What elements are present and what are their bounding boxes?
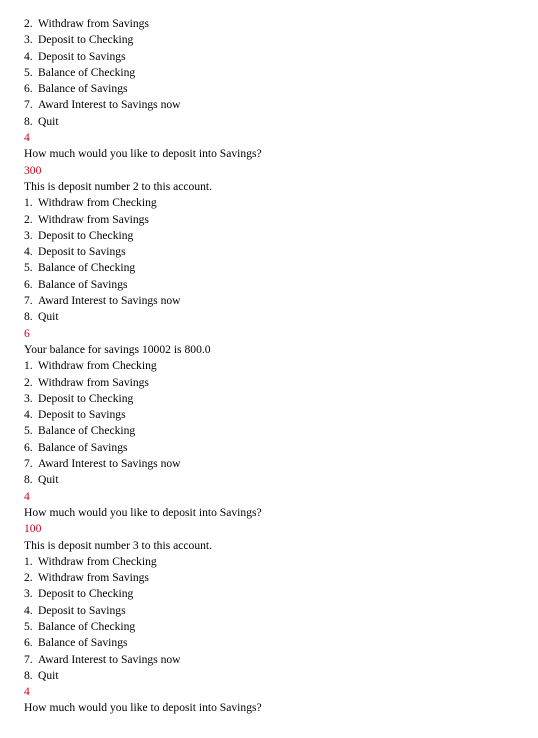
menu-option-label: Withdraw from Savings [38,375,149,389]
menu-option-number: 4. [24,245,33,259]
menu-option [24,228,524,244]
menu-option-label: Withdraw from Checking [38,196,157,210]
menu-option-label: Withdraw from Checking [38,359,157,373]
menu-option [24,277,524,293]
menu-option-number: 2. [24,212,33,226]
menu-option-number: 6. [24,636,33,650]
program-output: Your balance for savings 10002 is 800.0 [24,342,211,356]
menu-option-number: 5. [24,424,33,438]
menu-option-number: 3. [24,228,33,242]
menu-option-label: Quit [38,473,59,487]
menu-option-label: Balance of Savings [38,277,128,291]
menu-option-number: 6. [24,277,33,291]
menu-option-number: 4. [24,408,33,422]
menu-option-number: 4. [24,603,33,617]
menu-option-number: 1. [24,359,33,373]
menu-option-label: Withdraw from Savings [38,212,149,226]
menu-option-number: 8. [24,114,33,128]
program-output: This is deposit number 2 to this account. [24,179,213,193]
menu-option-number: 1. [24,196,33,210]
menu-option-label: Balance of Savings [38,440,128,454]
menu-option-label: Award Interest to Savings now [38,457,181,471]
menu-option-label: Balance of Savings [38,82,128,96]
menu-option-label: Balance of Checking [38,261,136,275]
menu-option-label: Award Interest to Savings now [38,294,181,308]
user-input: 300 [24,163,42,177]
menu-option-number: 7. [24,652,33,666]
menu-option-number: 5. [24,65,33,79]
menu-option [24,472,524,488]
menu-option [24,195,524,211]
console-transcript [24,16,524,717]
program-output: This is deposit number 3 to this account. [24,538,213,552]
menu-option [24,244,524,260]
menu-option-label: Withdraw from Savings [38,571,149,585]
menu-option [24,570,524,586]
menu-option [24,440,524,456]
menu-option-number: 2. [24,375,33,389]
program-output: How much would you like to deposit into Savings? [24,505,262,519]
menu-option [24,212,524,228]
menu-option-label: Withdraw from Savings [38,17,149,30]
menu-option [24,65,524,81]
menu-option-number: 8. [24,668,33,682]
menu-option-label: Balance of Checking [38,424,136,438]
user-input: 4 [24,489,30,503]
menu-option-number: 3. [24,33,33,47]
menu-option [24,423,524,439]
menu-option-label: Deposit to Checking [38,587,134,601]
menu-option [24,603,524,619]
user-input: 100 [24,522,42,536]
menu-option-number: 6. [24,440,33,454]
menu-option-number: 3. [24,587,33,601]
menu-option [24,407,524,423]
menu-option-number: 4. [24,49,33,63]
menu-option-label: Deposit to Savings [38,408,126,422]
menu-option-number: 2. [24,571,33,585]
menu-option [24,81,524,97]
menu-option-number: 8. [24,310,33,324]
menu-option-label: Quit [38,310,59,324]
menu-option [24,652,524,668]
menu-option-number: 2. [24,17,33,30]
menu-option [24,668,524,684]
menu-option-label: Quit [38,114,59,128]
menu-option-number: 5. [24,619,33,633]
menu-option [24,619,524,635]
menu-option [24,391,524,407]
menu-option-label: Balance of Checking [38,65,136,79]
menu-option-number: 7. [24,98,33,112]
menu-option-label: Deposit to Savings [38,49,126,63]
menu-option [24,375,524,391]
menu-option [24,554,524,570]
menu-option-label: Balance of Checking [38,619,136,633]
menu-option [24,309,524,325]
menu-option-number: 8. [24,473,33,487]
menu-option [24,635,524,651]
menu-option-label: Deposit to Checking [38,391,134,405]
user-input: 6 [24,326,30,340]
user-input: 4 [24,131,30,145]
menu-option-number: 5. [24,261,33,275]
menu-option-number: 3. [24,391,33,405]
menu-option [24,456,524,472]
menu-option [24,260,524,276]
menu-option-number: 7. [24,457,33,471]
menu-option-label: Withdraw from Checking [38,554,157,568]
menu-option-number: 7. [24,294,33,308]
menu-option-label: Deposit to Checking [38,33,134,47]
menu-option [24,32,524,48]
menu-option-label: Quit [38,668,59,682]
menu-option [24,114,524,130]
menu-option-label: Deposit to Checking [38,228,134,242]
menu-option [24,49,524,65]
menu-option-label: Balance of Savings [38,636,128,650]
menu-option [24,586,524,602]
program-output: How much would you like to deposit into Savings? [24,147,262,161]
menu-option-label: Award Interest to Savings now [38,652,181,666]
menu-option-label: Deposit to Savings [38,245,126,259]
menu-option [24,16,524,32]
menu-option [24,293,524,309]
user-input: 4 [24,685,30,699]
menu-option [24,358,524,374]
menu-option-label: Award Interest to Savings now [38,98,181,112]
menu-option [24,97,524,113]
program-output: How much would you like to deposit into Savings? [24,701,262,715]
menu-option-number: 6. [24,82,33,96]
menu-option-number: 1. [24,554,33,568]
menu-option-label: Deposit to Savings [38,603,126,617]
